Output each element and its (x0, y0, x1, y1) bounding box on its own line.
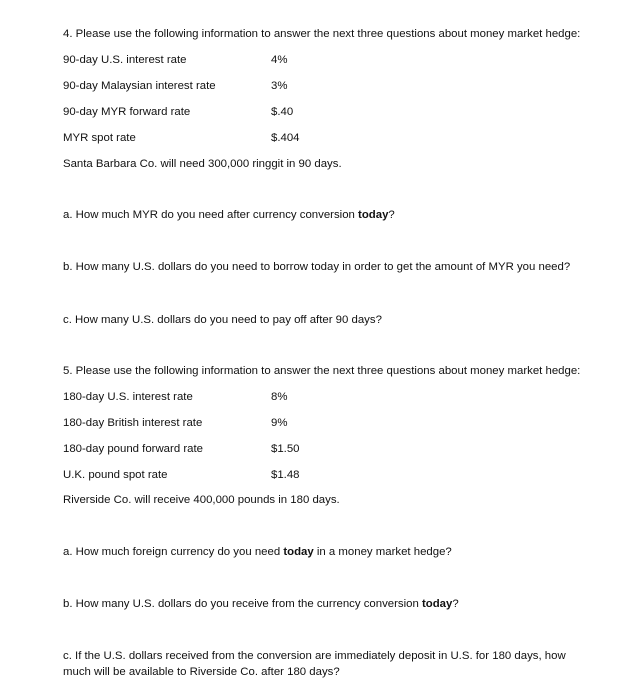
q5-part-a-emphasis: today (283, 546, 314, 558)
q5-row-us-rate (63, 390, 583, 404)
q5-row-value: $1.50 (271, 443, 300, 455)
q5-row-label: 180-day British interest rate (63, 417, 203, 429)
q5-part-a-text: a. How much foreign currency do you need (63, 546, 284, 558)
q4-row-label: 90-day Malaysian interest rate (63, 80, 216, 92)
q4-row-label: 90-day U.S. interest rate (63, 54, 187, 66)
q5-heading: 5. Please use the following information to answer the next three questions about money market hedge: (63, 365, 581, 377)
q5-part-a-end: in a money market hedge? (313, 546, 452, 558)
q4-part-c: c. How many U.S. dollars do you need to pay off after 90 days? (63, 314, 382, 326)
q4-heading: 4. Please use the following information to answer the next three questions about money market hedge: (63, 28, 581, 40)
q4-part-b: b. How many U.S. dollars do you need to borrow today in order to get the amount of MYR you need? (63, 261, 571, 273)
q4-statement: Santa Barbara Co. will need 300,000 ringgit in 90 days. (63, 158, 342, 170)
q5-row-value: $1.48 (271, 469, 300, 481)
q5-row-label: U.K. pound spot rate (63, 469, 168, 481)
q5-row-label: 180-day pound forward rate (63, 443, 203, 455)
q5-part-b-text: b. How many U.S. dollars do you receive from the currency conversion (63, 598, 422, 610)
q5-statement: Riverside Co. will receive 400,000 pounds in 180 days. (63, 494, 340, 506)
q4-row-value: 4% (271, 54, 288, 66)
q4-row-label: MYR spot rate (63, 132, 136, 144)
q5-part-c: c. If the U.S. dollars received from the conversion are immediately deposit in U.S. for 180 days, how much will be available to Riverside Co. after 180 days? (63, 650, 566, 678)
q5-row-uk-rate (63, 416, 583, 430)
q4-row-label: 90-day MYR forward rate (63, 106, 191, 118)
q5-row-value: 8% (271, 391, 288, 403)
q5-part-b-end: ? (452, 598, 459, 610)
q4-row-value: $.404 (271, 132, 300, 144)
q4-row-value: 3% (271, 80, 288, 92)
q4-part-a-emphasis: today (358, 209, 389, 221)
q5-part-b-emphasis: today (421, 598, 453, 610)
q4-row-us-rate (63, 53, 583, 67)
q5-row-forward-rate (63, 442, 583, 456)
q5-part-b (63, 597, 459, 611)
q5-row-label: 180-day U.S. interest rate (63, 391, 193, 403)
q4-part-a (63, 208, 395, 222)
q4-part-a-text: a. How much MYR do you need after currency conversion (63, 209, 359, 221)
q4-row-value: $.40 (271, 106, 294, 118)
q4-part-a-end: ? (388, 209, 395, 221)
q5-row-value: 9% (271, 417, 288, 429)
q5-part-a (63, 545, 452, 559)
q4-row-forward-rate (63, 105, 583, 119)
q4-row-spot-rate (63, 131, 583, 145)
q4-row-my-rate (63, 79, 583, 93)
q5-row-spot-rate (63, 468, 583, 482)
